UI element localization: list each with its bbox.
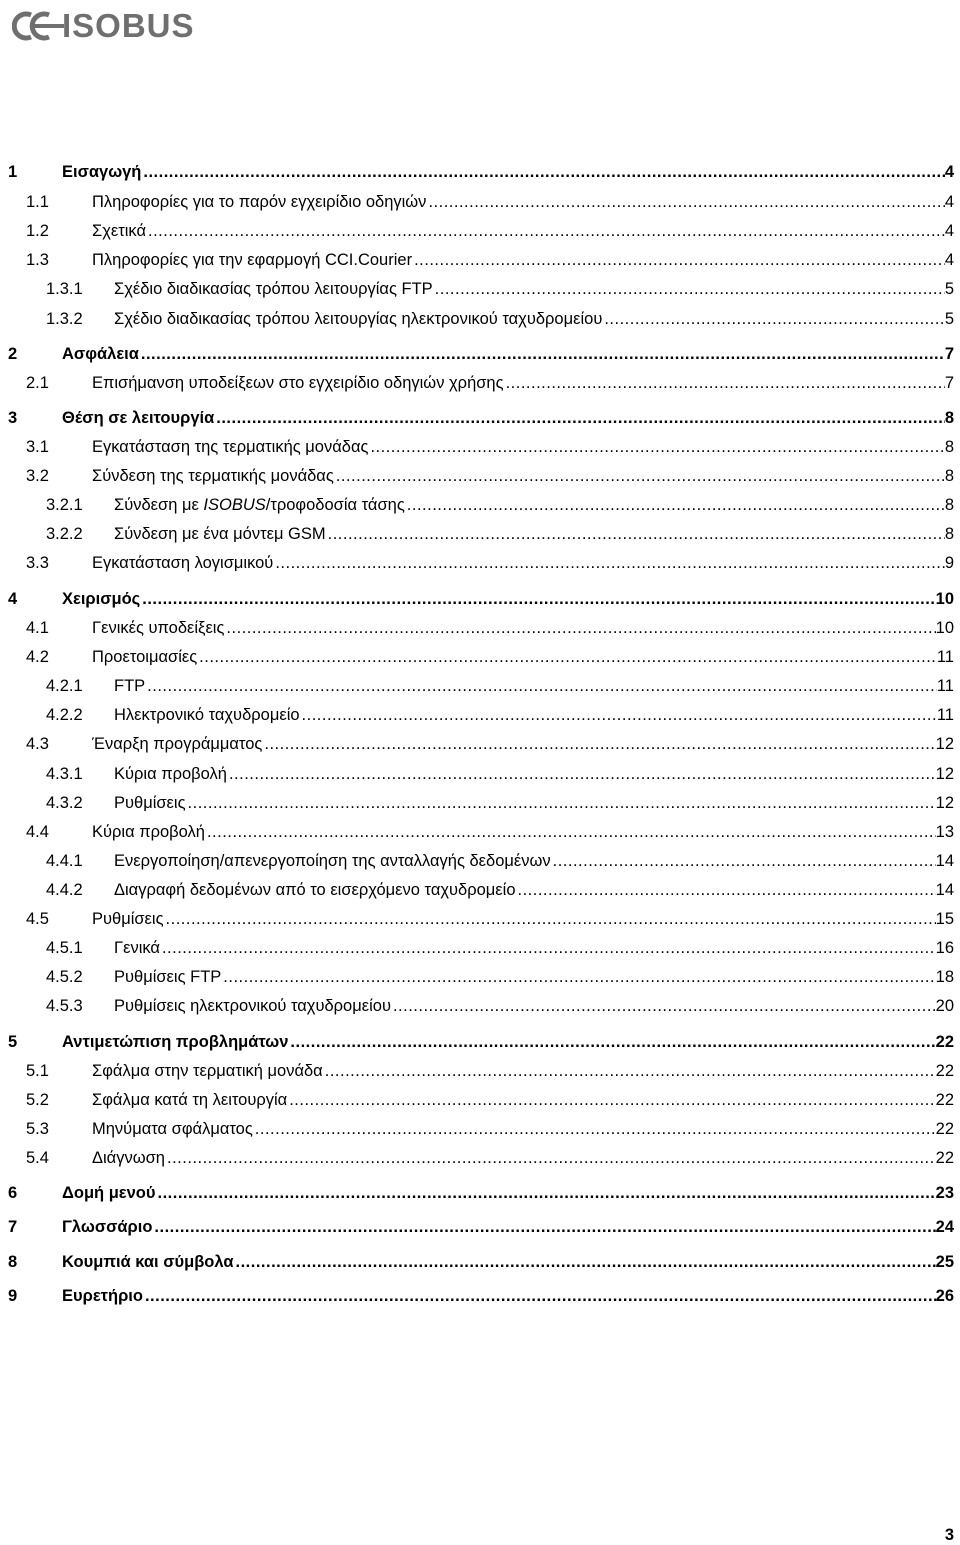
toc-entry-number: 5.1	[26, 1062, 49, 1080]
toc-entry-page-number: 12	[935, 794, 954, 812]
toc-entry-title: Ρυθμίσεις	[114, 794, 186, 812]
toc-dot-leader	[145, 674, 937, 698]
toc-entry-page-number: 22	[935, 1091, 954, 1109]
toc-entry-number: 1.1	[26, 193, 49, 211]
toc-entry-title: Κουμπιά και σύμβολα	[62, 1253, 234, 1271]
toc-entry[interactable]	[0, 435, 960, 459]
toc-entry-number: 3.1	[26, 438, 49, 456]
toc-dot-leader	[405, 493, 945, 517]
toc-entry-title: Ρυθμίσεις FTP	[114, 968, 222, 986]
toc-entry-page-number: 10	[935, 619, 954, 637]
toc-entry-page-number: 7	[944, 345, 954, 363]
toc-dot-leader	[368, 435, 944, 459]
toc-entry[interactable]	[0, 342, 960, 366]
toc-entry[interactable]	[0, 965, 960, 989]
toc-entry-title: Ρυθμίσεις	[92, 910, 164, 928]
toc-entry-number: 4.2.2	[46, 706, 83, 724]
toc-entry-title-emphasis: ISOBUS	[203, 496, 266, 514]
toc-entry-page-number: 5	[944, 310, 954, 328]
toc-entry-number: 3.3	[26, 554, 49, 572]
toc-entry-number: 1.3	[26, 251, 49, 269]
toc-entry-number: 4.5.2	[46, 968, 83, 986]
toc-entry[interactable]	[0, 849, 960, 873]
toc-dot-leader	[516, 878, 936, 902]
toc-dot-leader	[160, 936, 936, 960]
toc-dot-leader	[146, 219, 945, 243]
toc-entry[interactable]	[0, 907, 960, 931]
toc-dot-leader	[334, 464, 945, 488]
toc-dot-leader	[253, 1117, 936, 1141]
toc-dot-leader	[323, 1059, 936, 1083]
toc-entry-page-number: 12	[935, 735, 954, 753]
toc-entry[interactable]	[0, 277, 960, 301]
toc-dot-leader	[205, 820, 936, 844]
toc-entry-title: Ενεργοποίηση/απενεργοποίηση της ανταλλαγής δεδομένων	[114, 852, 551, 870]
toc-entry-title: Διαγραφή δεδομένων από το εισερχόμενο ταχυδρομείο	[114, 881, 516, 899]
toc-entry-page-number: 14	[935, 852, 954, 870]
toc-entry-title: Έναρξη προγράμματος	[92, 735, 263, 753]
toc-entry-title: Δομή μενού	[62, 1184, 156, 1202]
toc-entry-title	[114, 493, 405, 517]
toc-entry-page-number: 22	[935, 1062, 954, 1080]
toc-entry-title: Σύνδεση της τερματικής μονάδας	[92, 467, 334, 485]
toc-entry-page-number: 8	[944, 525, 954, 543]
toc-dot-leader	[214, 406, 945, 430]
toc-entry-title: Χειρισμός	[62, 590, 141, 608]
toc-entry-page-number: 11	[936, 648, 954, 666]
toc-entry-page-number: 11	[936, 706, 954, 724]
toc-entry-number: 1.3.1	[46, 280, 83, 298]
toc-dot-leader	[152, 1215, 935, 1239]
toc-entry[interactable]	[0, 791, 960, 815]
toc-entry-number: 7	[8, 1218, 18, 1236]
toc-entry-title: Κύρια προβολή	[114, 765, 227, 783]
toc-entry-title: Γενικές υποδείξεις	[92, 619, 225, 637]
toc-entry-title: Γενικά	[114, 939, 160, 957]
toc-entry-page-number: 8	[944, 409, 954, 427]
toc-entry-title: Σχέδιο διαδικασίας τρόπου λειτουργίας FTP	[114, 280, 433, 298]
toc-entry[interactable]	[0, 1059, 960, 1083]
toc-entry-title: Διάγνωση	[92, 1149, 165, 1167]
toc-entry-page-number: 22	[935, 1033, 954, 1051]
toc-entry-page-number: 18	[935, 968, 954, 986]
toc-entry[interactable]	[0, 936, 960, 960]
toc-dot-leader	[300, 703, 937, 727]
toc-entry[interactable]	[0, 674, 960, 698]
toc-dot-leader	[273, 551, 944, 575]
toc-entry[interactable]	[0, 307, 960, 331]
toc-entry-page-number: 15	[935, 910, 954, 928]
toc-dot-leader	[143, 1284, 936, 1308]
toc-entry-number: 1.2	[26, 222, 49, 240]
toc-entry-page-number: 13	[935, 823, 954, 841]
toc-entry-page-number: 5	[944, 280, 954, 298]
toc-dot-leader	[186, 791, 936, 815]
toc-entry-number: 4	[8, 590, 18, 608]
toc-entry-page-number: 9	[944, 554, 954, 572]
toc-dot-leader	[288, 1030, 935, 1054]
toc-entry-title: Πληροφορίες για την εφαρμογή CCI.Courier	[92, 251, 413, 269]
toc-entry-number: 4.1	[26, 619, 49, 637]
toc-entry[interactable]	[0, 732, 960, 756]
toc-entry-number: 2	[8, 345, 18, 363]
toc-entry-page-number: 25	[935, 1253, 954, 1271]
toc-dot-leader	[221, 965, 935, 989]
toc-entry-page-number: 11	[936, 677, 954, 695]
toc-dot-leader	[412, 248, 945, 272]
toc-dot-leader	[426, 190, 944, 214]
toc-entry[interactable]	[0, 587, 960, 611]
toc-entry[interactable]	[0, 551, 960, 575]
toc-entry[interactable]	[0, 406, 960, 430]
toc-entry[interactable]	[0, 1146, 960, 1170]
toc-entry[interactable]	[0, 1030, 960, 1054]
page-number: 3	[944, 1526, 954, 1544]
toc-entry-number: 5.4	[26, 1149, 49, 1167]
toc-entry-number: 8	[8, 1253, 18, 1271]
toc-entry-number: 4.4	[26, 823, 49, 841]
toc-dot-leader	[140, 587, 935, 611]
toc-entry-title-part: Σύνδεση με	[114, 496, 204, 514]
toc-entry-number: 5	[8, 1033, 18, 1051]
toc-entry-title: Προετοιμασίες	[92, 648, 198, 666]
toc-entry-title: Ηλεκτρονικό ταχυδρομείο	[114, 706, 300, 724]
toc-dot-leader	[227, 762, 936, 786]
toc-entry-title: Ευρετήριο	[62, 1287, 143, 1305]
toc-entry-number: 4.2	[26, 648, 49, 666]
toc-entry-page-number: 10	[935, 590, 954, 608]
toc-entry-page-number: 4	[944, 163, 954, 181]
toc-entry-title: Ρυθμίσεις ηλεκτρονικού ταχυδρομείου	[114, 997, 391, 1015]
toc-entry-number: 4.5.1	[46, 939, 83, 957]
toc-entry-number: 4.4.2	[46, 881, 83, 899]
toc-entry-page-number: 8	[944, 496, 954, 514]
toc-entry-title: Ασφάλεια	[62, 345, 139, 363]
toc-entry[interactable]	[0, 248, 960, 272]
toc-dot-leader	[391, 994, 936, 1018]
toc-dot-leader	[164, 907, 936, 931]
toc-entry-number: 9	[8, 1287, 18, 1305]
toc-entry[interactable]	[0, 493, 960, 517]
toc-entry-number: 6	[8, 1184, 18, 1202]
toc-entry-page-number: 4	[944, 222, 954, 240]
toc-entry-title: Σφάλμα στην τερματική μονάδα	[92, 1062, 323, 1080]
toc-entry[interactable]	[0, 878, 960, 902]
toc-entry-page-number: 14	[935, 881, 954, 899]
toc-entry-page-number: 4	[944, 193, 954, 211]
toc-entry[interactable]	[0, 703, 960, 727]
toc-entry-title: Σφάλμα κατά τη λειτουργία	[92, 1091, 288, 1109]
toc-entry-page-number: 12	[935, 765, 954, 783]
toc-entry[interactable]	[0, 1250, 960, 1274]
logo-text: ISOBUS	[62, 7, 195, 44]
toc-dot-leader	[504, 371, 945, 395]
toc-dot-leader	[602, 307, 944, 331]
toc-entry-page-number: 16	[935, 939, 954, 957]
toc-dot-leader	[326, 522, 945, 546]
toc-entry-number: 4.5	[26, 910, 49, 928]
toc-entry-page-number: 8	[944, 438, 954, 456]
toc-entry-page-number: 20	[935, 997, 954, 1015]
toc-entry-title: Επισήμανση υποδείξεων στο εγχειρίδιο οδηγιών χρήσης	[92, 374, 504, 392]
toc-entry[interactable]	[0, 762, 960, 786]
toc-entry[interactable]	[0, 160, 960, 184]
toc-entry-number: 5.2	[26, 1091, 49, 1109]
toc-entry-page-number: 22	[935, 1120, 954, 1138]
toc-entry-title: FTP	[114, 677, 146, 695]
toc-entry-number: 4.3	[26, 735, 49, 753]
toc-entry-number: 2.1	[26, 374, 49, 392]
toc-entry-number: 3.2	[26, 467, 49, 485]
toc-dot-leader	[165, 1146, 936, 1170]
toc-entry-page-number: 8	[944, 467, 954, 485]
toc-entry-page-number: 23	[935, 1184, 954, 1202]
toc-entry[interactable]	[0, 522, 960, 546]
toc-entry-title: Πληροφορίες για το παρόν εγχειρίδιο οδηγιών	[92, 193, 427, 211]
toc-entry[interactable]	[0, 371, 960, 395]
toc-entry-title: Κύρια προβολή	[92, 823, 205, 841]
toc-entry-title: Θέση σε λειτουργία	[62, 409, 215, 427]
toc-dot-leader	[155, 1181, 935, 1205]
toc-entry[interactable]	[0, 994, 960, 1018]
toc-entry[interactable]	[0, 219, 960, 243]
toc-dot-leader	[139, 342, 945, 366]
toc-entry-title: Εισαγωγή	[62, 163, 142, 181]
toc-dot-leader	[224, 616, 935, 640]
toc-entry-number: 3	[8, 409, 18, 427]
toc-entry-page-number: 7	[944, 374, 954, 392]
toc-entry-number: 1	[8, 163, 18, 181]
toc-entry-page-number: 24	[935, 1218, 954, 1236]
toc-entry-number: 3.2.1	[46, 496, 83, 514]
toc-entry-number: 4.3.1	[46, 765, 83, 783]
toc-entry-number: 5.3	[26, 1120, 49, 1138]
toc-entry-title: Αντιμετώπιση προβλημάτων	[62, 1033, 289, 1051]
toc-entry[interactable]	[0, 1284, 960, 1308]
toc-entry-number: 4.4.1	[46, 852, 83, 870]
toc-entry-number: 4.5.3	[46, 997, 83, 1015]
toc-entry-title: Εγκατάσταση λογισμικού	[92, 554, 274, 572]
toc-entry-title: Σχέδιο διαδικασίας τρόπου λειτουργίας ηλεκτρονικού ταχυδρομείου	[114, 310, 603, 328]
toc-dot-leader	[433, 277, 945, 301]
toc-entry-title: Σχετικά	[92, 222, 146, 240]
toc-entry-number: 3.2.2	[46, 525, 83, 543]
toc-entry[interactable]	[0, 464, 960, 488]
toc-entry-page-number: 26	[935, 1287, 954, 1305]
toc-entry[interactable]	[0, 1117, 960, 1141]
toc-dot-leader	[141, 160, 944, 184]
toc-dot-leader	[262, 732, 935, 756]
toc-entry[interactable]	[0, 616, 960, 640]
toc-entry[interactable]	[0, 820, 960, 844]
toc-entry-title: Γλωσσάριο	[62, 1218, 153, 1236]
toc-entry-number: 1.3.2	[46, 310, 83, 328]
toc-dot-leader	[197, 645, 937, 669]
toc-entry-title: Σύνδεση με ένα μόντεμ GSM	[114, 525, 326, 543]
toc-entry-title-part: /τροφοδοσία τάσης	[265, 496, 405, 514]
toc-entry[interactable]	[0, 190, 960, 214]
toc-dot-leader	[551, 849, 936, 873]
toc-entry[interactable]	[0, 1181, 960, 1205]
toc-dot-leader	[233, 1250, 935, 1274]
toc-entry[interactable]	[0, 1088, 960, 1112]
toc-entry-number: 4.2.1	[46, 677, 83, 695]
toc-entry-title: Εγκατάσταση της τερματικής μονάδας	[92, 438, 369, 456]
toc-entry-page-number: 22	[935, 1149, 954, 1167]
toc-entry[interactable]	[0, 645, 960, 669]
toc-entry-number: 4.3.2	[46, 794, 83, 812]
toc-entry-page-number: 4	[944, 251, 954, 269]
toc-dot-leader	[287, 1088, 935, 1112]
toc-entry-title: Μηνύματα σφάλματος	[92, 1120, 253, 1138]
toc-entry[interactable]	[0, 1215, 960, 1239]
